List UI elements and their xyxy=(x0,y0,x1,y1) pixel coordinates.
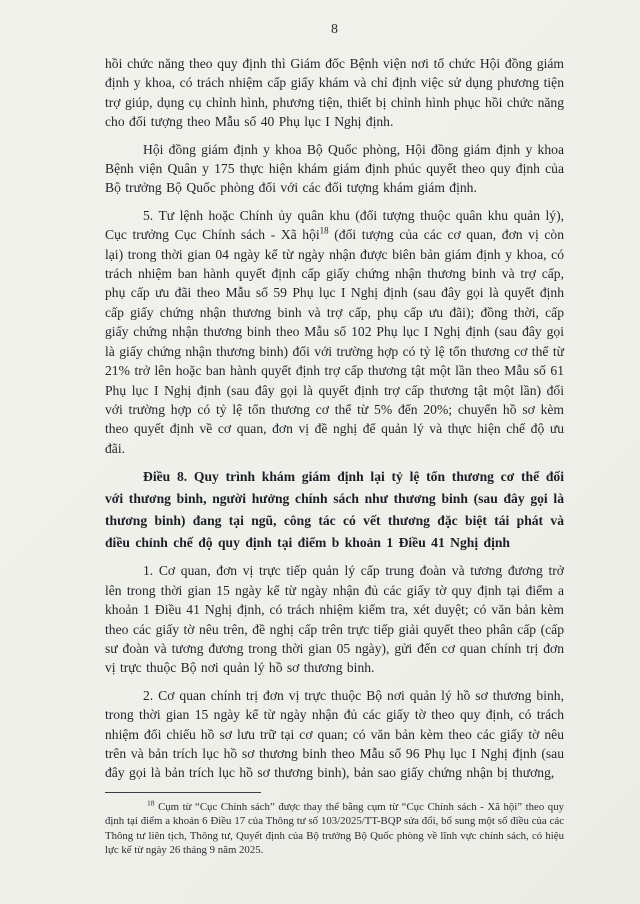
footnote-block xyxy=(105,792,564,858)
paragraph-heading-dieu-8 xyxy=(105,466,564,553)
paragraph-hoi-dong-giam-dinh xyxy=(105,140,564,198)
text-run: Cụm từ “Cục Chính sách” được thay thế bằng cụm từ “Cục Chính sách - Xã hội” theo quy định tại điểm a khoản 6 Điều 17 của Thông tư số 103/2025/TT-BQP sửa đổi, bổ sung một số điều của các Thông tư liên tịch, Thông tư, Quyết định của Bộ trưởng Bộ Quốc phòng về lĩnh vực chính sách, có hiệu lực kể từ ngày 26 tháng 9 năm 2025. xyxy=(105,800,564,857)
text-run: (đối tượng của các cơ quan, đơn vị còn lại) trong thời gian 04 ngày kể từ ngày nhận được biên bản giám định y khoa, có trách nhiệm ban hành quyết định cấp giấy chứng nhận thương binh và trợ cấp, phụ cấp ưu đãi theo Mẫu số 59 Phụ lục I Nghị định (sau đây gọi là quyết định cấp giấy chứng nhận thương binh và trợ cấp, phụ cấp ưu đãi); đồng thời, cấp giấy chứng nhận thương binh theo Mẫu số 102 Phụ lục I Nghị định (sau đây gọi là giấy chứng nhận thương binh) đối với trường hợp có tỷ lệ tổn thương cơ thể từ 21% trở lên hoặc ban hành quyết định trợ cấp thương tật một lần theo Mẫu số 61 Phụ lục I Nghị định (sau đây gọi là quyết định trợ cấp thương tật một lần) đối với trường hợp có tỷ lệ tổn thương cơ thể từ 5% đến 20%; chuyển hồ sơ kèm theo quyết định về cơ quan, đơn vị đề nghị để quản lý và thực hiện chế độ ưu đãi. xyxy=(105,227,564,456)
paragraph-item-5 xyxy=(105,206,564,458)
paragraph-item-2 xyxy=(105,686,564,783)
footnote-reference-superscript: 18 xyxy=(319,225,329,236)
footnote-separator xyxy=(105,792,261,793)
text-run: Hội đồng giám định y khoa Bộ Quốc phòng, Hội đồng giám định y khoa Bệnh viện Quân y 175 thực hiện khám giám định phúc quyết theo quy định của Bộ trưởng Bộ Quốc phòng đối với các đối tượng khám giám định. xyxy=(105,141,564,196)
text-run: 5. Tư lệnh hoặc Chính ủy quân khu (đối tượng thuộc quân khu quản lý), Cục trưởng Cục Chính sách - Xã hội xyxy=(105,207,564,243)
document-body xyxy=(105,54,564,791)
page-number: 8 xyxy=(331,22,338,37)
text-run: 1. Cơ quan, đơn vị trực tiếp quản lý cấp trung đoàn và tương đương trở lên trong thời gian 15 ngày kể từ ngày nhận đủ các giấy tờ quy định tại điểm a khoản 1 Điều 41 Nghị định, có trách nhiệm kiểm tra, xét duyệt; có văn bản kèm theo các giấy tờ nêu trên, đề nghị cấp trên trực tiếp giải quyết theo phân cấp (cấp sư đoàn và tương đương trong thời gian 05 ngày), gửi đến cơ quan chính trị đơn vị trực thuộc Bộ nơi quản lý hồ sơ thương binh. xyxy=(105,563,564,676)
paragraph-continuation-rehabilitation xyxy=(105,54,564,132)
footnote-text xyxy=(105,800,564,858)
text-run: Điều 8. Quy trình khám giám định lại tỷ lệ tổn thương cơ thể đối với thương binh, người hưởng chính sách như thương binh (sau đây gọi là thương binh) đang tại ngũ, công tác có vết thương đặc biệt tái phát và điều chỉnh chế độ quy định tại điểm b khoản 1 Điều 41 Nghị định xyxy=(105,469,564,550)
text-run: hồi chức năng theo quy định thì Giám đốc Bệnh viện nơi tổ chức Hội đồng giám định y khoa, có trách nhiệm cấp giấy khám và chỉ định việc sử dụng phương tiện trợ giúp, dụng cụ chỉnh hình, phương tiện, thiết bị chỉnh hình phục hồi chức năng cho đối tượng theo Mẫu số 40 Phụ lục I Nghị định. xyxy=(105,56,564,130)
paragraph-item-1 xyxy=(105,561,564,677)
footnote-reference-superscript: 18 xyxy=(147,798,155,808)
text-run: 2. Cơ quan chính trị đơn vị trực thuộc Bộ nơi quản lý hồ sơ thương binh, trong thời gian 15 ngày kể từ ngày nhận đủ các giấy tờ theo quy định, có trách nhiệm đối chiếu hồ sơ lưu trữ tại cơ quan; có văn bản kèm theo các giấy tờ nêu trên và bản trích lục hồ sơ thương binh theo Mẫu số 96 Phụ lục I Nghị định (sau đây gọi là bản trích lục hồ sơ thương binh), bản sao giấy chứng nhận bị thương, xyxy=(105,687,564,781)
